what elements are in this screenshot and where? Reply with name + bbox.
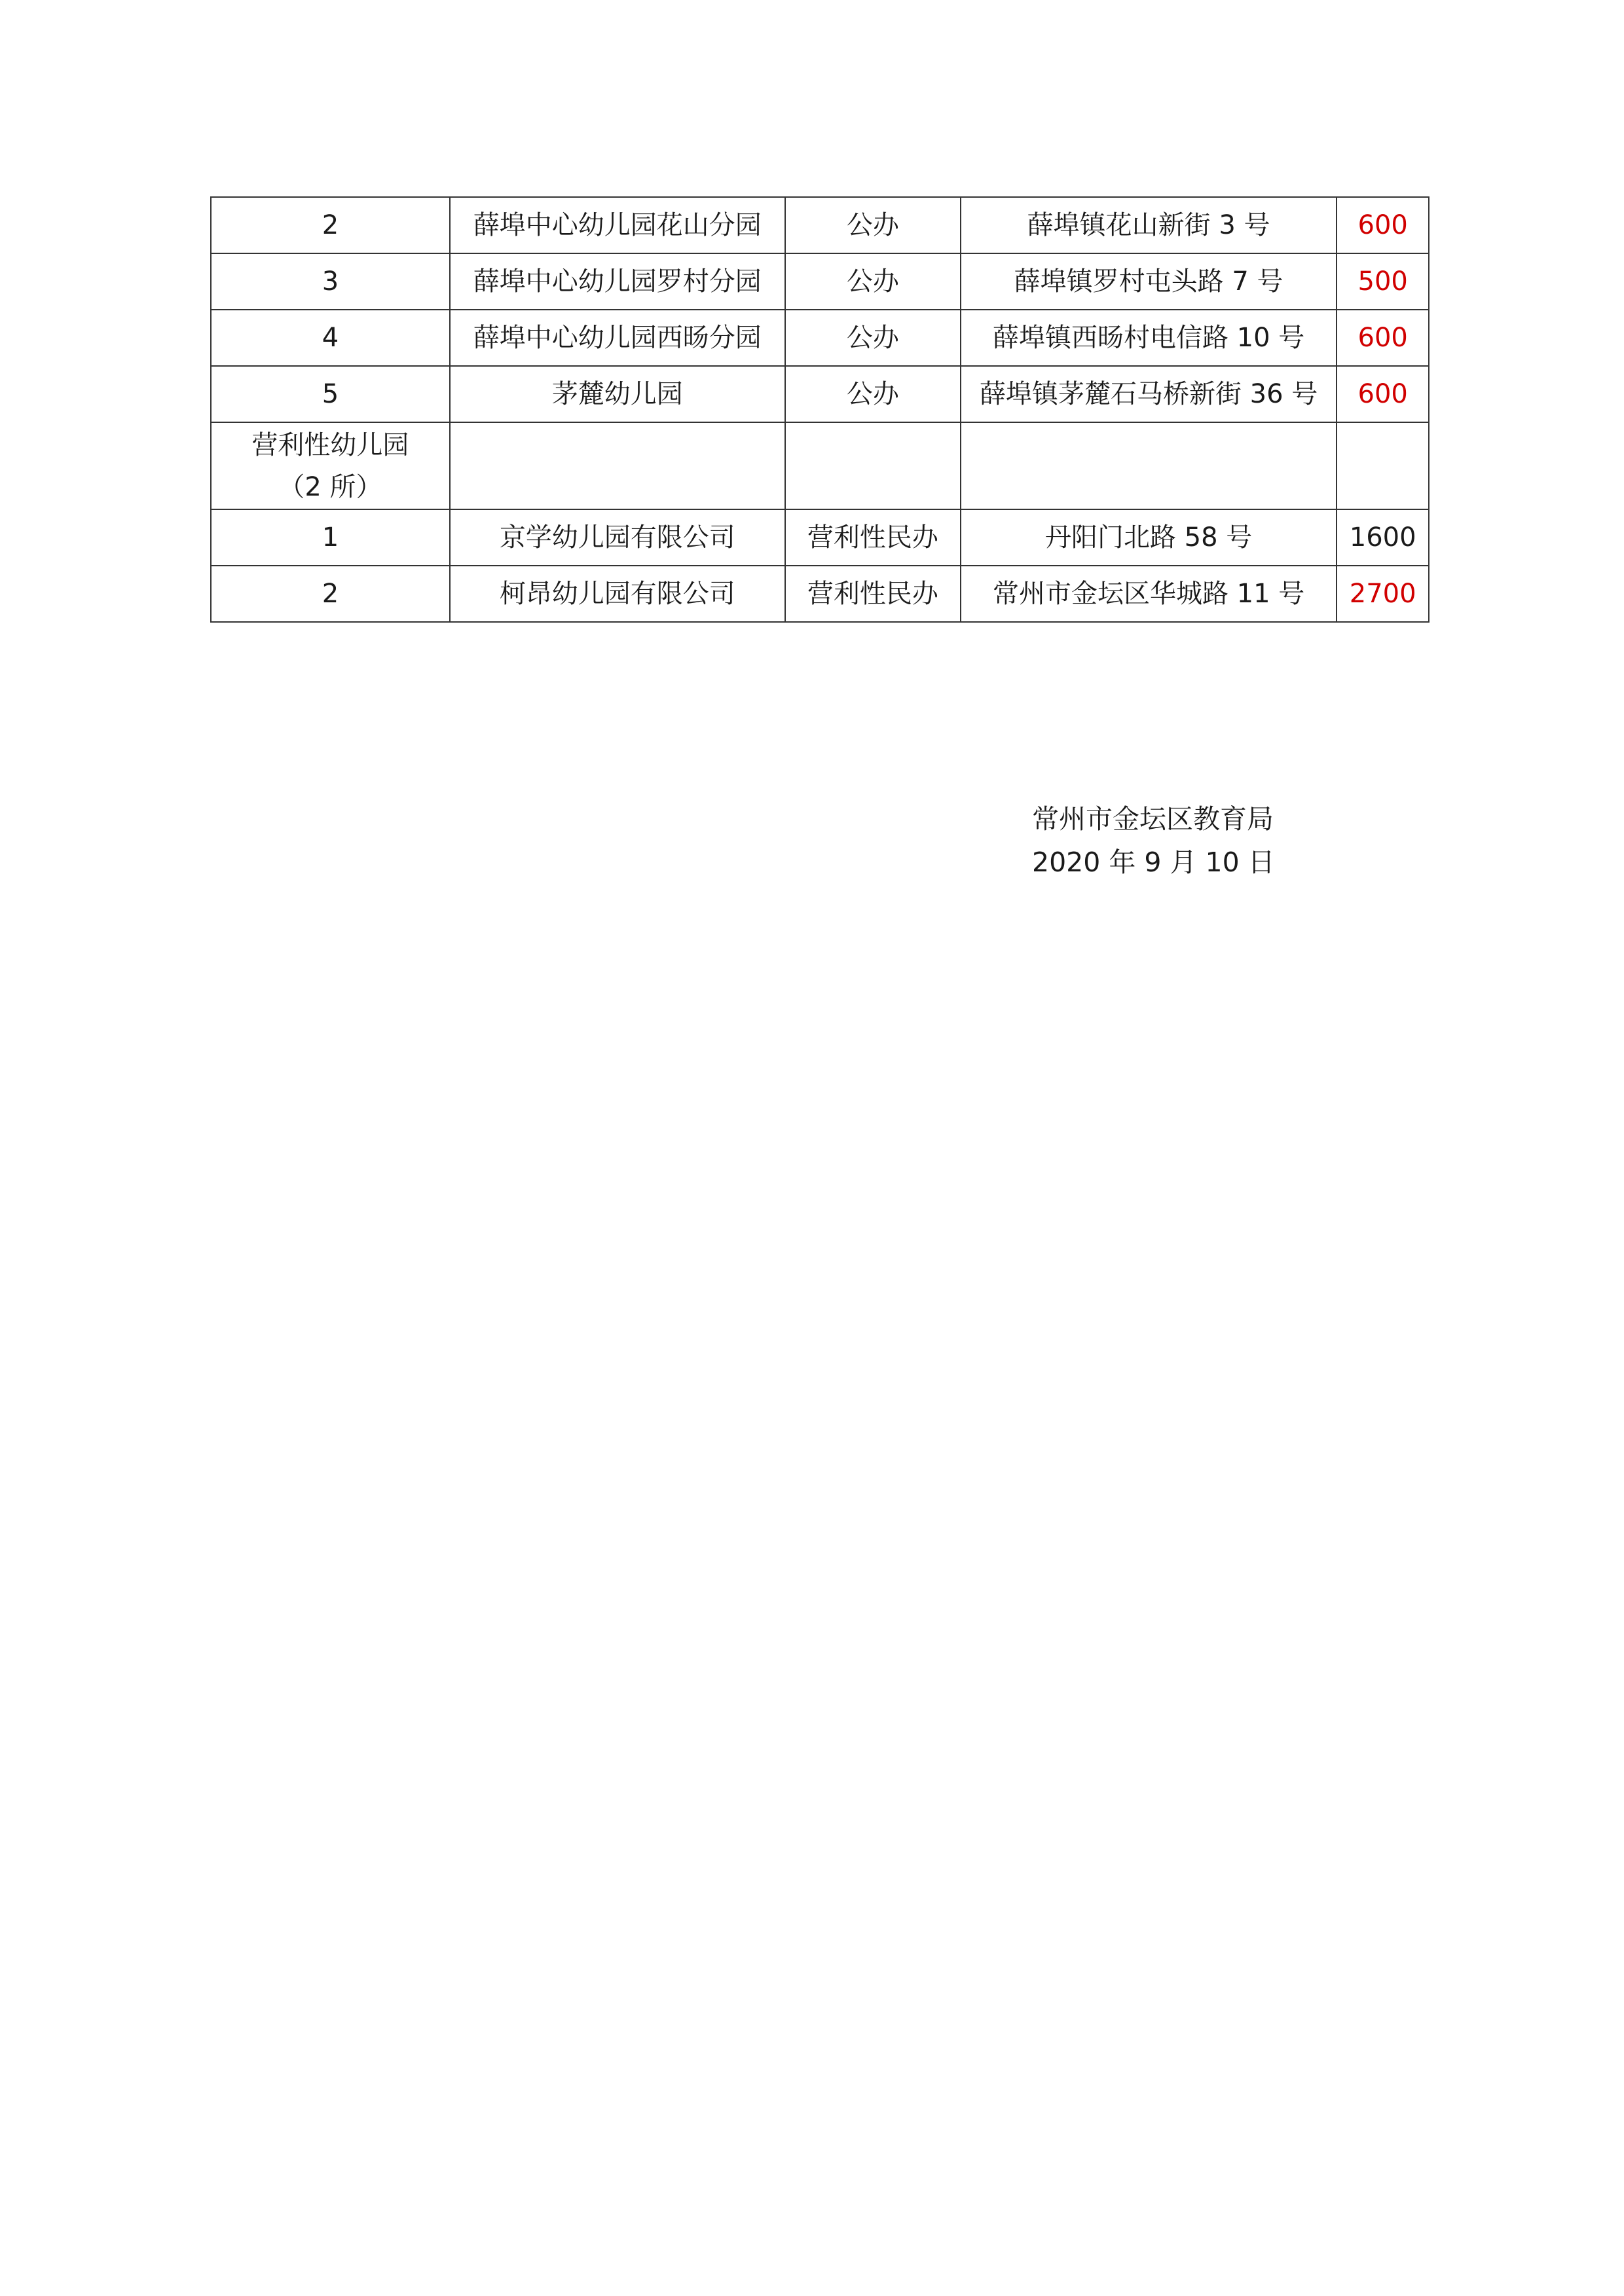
kindergarten-capacity: 1600 [1337, 509, 1429, 566]
kindergarten-capacity: 600 [1337, 310, 1429, 366]
category-title: 营利性幼儿园 [251, 429, 409, 460]
kindergarten-address: 薛埠镇西旸村电信路 10 号 [961, 310, 1337, 366]
signature-block [1032, 797, 1275, 884]
table-row [211, 566, 1430, 622]
kindergarten-address: 薛埠镇罗村屯头路 7 号 [961, 253, 1337, 310]
row-number: 5 [211, 366, 450, 422]
kindergarten-capacity: 500 [1337, 253, 1429, 310]
table-row [211, 197, 1430, 253]
issuing-organization: 常州市金坛区教育局 [1032, 803, 1274, 835]
table-row [211, 509, 1430, 566]
row-number: 2 [211, 197, 450, 253]
table-row [211, 253, 1430, 310]
table-row [211, 310, 1430, 366]
kindergarten-type: 营利性民办 [785, 509, 961, 566]
row-number: 3 [211, 253, 450, 310]
kindergarten-address: 薛埠镇花山新街 3 号 [961, 197, 1337, 253]
kindergarten-address: 常州市金坛区华城路 11 号 [961, 566, 1337, 622]
kindergarten-type: 公办 [785, 310, 961, 366]
row-number: 4 [211, 310, 450, 366]
kindergarten-name: 柯昂幼儿园有限公司 [450, 566, 785, 622]
kindergarten-capacity: 2700 [1337, 566, 1429, 622]
row-number: 2 [211, 566, 450, 622]
kindergarten-type: 公办 [785, 253, 961, 310]
kindergarten-capacity: 600 [1337, 366, 1429, 422]
kindergarten-address: 薛埠镇茅麓石马桥新街 36 号 [961, 366, 1337, 422]
kindergarten-type: 公办 [785, 366, 961, 422]
category-row [211, 422, 1430, 509]
kindergarten-name: 薛埠中心幼儿园罗村分园 [450, 253, 785, 310]
kindergarten-table [210, 196, 1430, 623]
category-count: （2 所） [278, 471, 382, 502]
kindergarten-name: 薛埠中心幼儿园西旸分园 [450, 310, 785, 366]
kindergarten-name: 京学幼儿园有限公司 [450, 509, 785, 566]
category-heading [211, 422, 450, 509]
kindergarten-name: 茅麓幼儿园 [450, 366, 785, 422]
kindergarten-address: 丹阳门北路 58 号 [961, 509, 1337, 566]
table-row [211, 366, 1430, 422]
empty-cell [785, 422, 961, 509]
empty-cell [450, 422, 785, 509]
issue-date: 2020 年 9 月 10 日 [1032, 847, 1275, 878]
kindergarten-type: 营利性民办 [785, 566, 961, 622]
kindergarten-capacity: 600 [1337, 197, 1429, 253]
row-number: 1 [211, 509, 450, 566]
kindergarten-name: 薛埠中心幼儿园花山分园 [450, 197, 785, 253]
empty-cell [1337, 422, 1429, 509]
kindergarten-type: 公办 [785, 197, 961, 253]
empty-cell [961, 422, 1337, 509]
